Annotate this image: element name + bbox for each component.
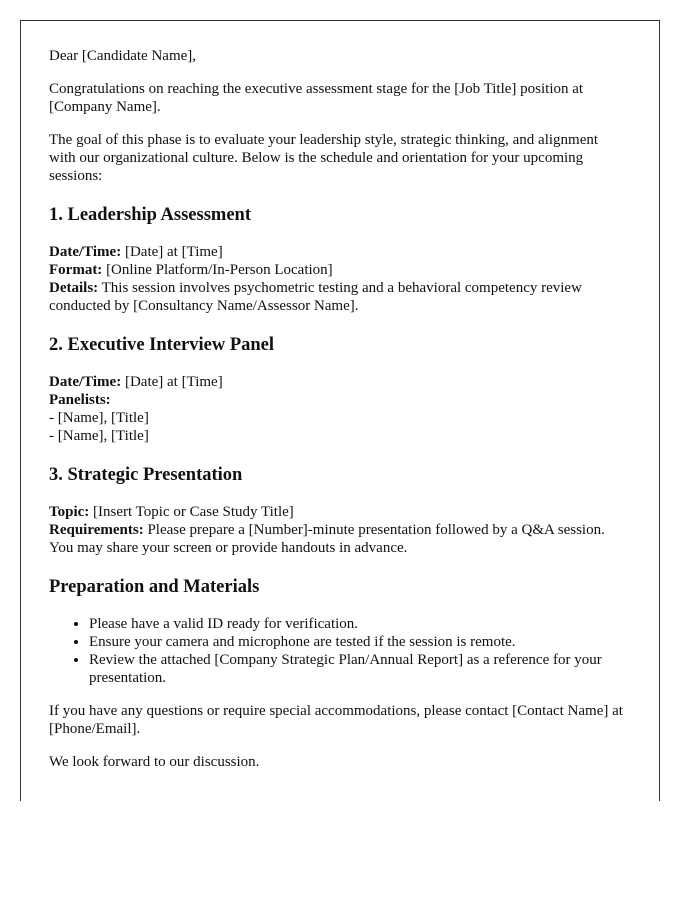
label: Date/Time: xyxy=(49,374,122,390)
greeting: Dear [Candidate Name], xyxy=(49,48,197,64)
list-item: • Ensure your camera and microphone are tested if the session is remote. xyxy=(89,633,625,651)
presentation-details xyxy=(49,503,625,557)
value: [Online Platform/In-Person Location] xyxy=(102,262,333,278)
panelist: - [Name], [Title] xyxy=(49,410,149,426)
label: Requirements: xyxy=(49,522,144,538)
label: Details: xyxy=(49,280,99,296)
closing: We look forward to our discussion. xyxy=(49,754,260,770)
value: Please prepare a [Number]-minute presentation followed by a Q&A session. You may share your screen or provide handouts in advance. xyxy=(49,522,605,556)
leadership-details xyxy=(49,243,625,315)
value: [Insert Topic or Case Study Title] xyxy=(89,504,294,520)
preparation-list xyxy=(49,615,625,687)
list-item: • Review the attached [Company Strategic Plan/Annual Report] as a reference for your presentation. xyxy=(89,651,625,687)
section-heading-preparation: Preparation and Materials xyxy=(49,577,260,597)
label: Date/Time: xyxy=(49,244,122,260)
interview-details xyxy=(49,373,625,445)
section-heading-presentation: 3. Strategic Presentation xyxy=(49,465,243,485)
label: Topic: xyxy=(49,504,90,520)
goal-paragraph: The goal of this phase is to evaluate your leadership style, strategic thinking, and alignment with our organizational culture. Below is the schedule and orientation for your upcoming sessions: xyxy=(49,132,599,184)
value: [Date] at [Time] xyxy=(121,374,223,390)
letter-page xyxy=(20,20,660,801)
list-item: • Please have a valid ID ready for verification. xyxy=(89,615,625,633)
section-heading-leadership: 1. Leadership Assessment xyxy=(49,205,251,225)
contact-paragraph: If you have any questions or require special accommodations, please contact [Contact Name] at [Phone/Email]. xyxy=(49,703,623,737)
intro-paragraph: Congratulations on reaching the executive assessment stage for the [Job Title] position at [Company Name]. xyxy=(49,81,584,115)
panelist: - [Name], [Title] xyxy=(49,428,149,444)
value: [Date] at [Time] xyxy=(121,244,223,260)
label: Format: xyxy=(49,262,103,278)
label: Panelists: xyxy=(49,392,111,408)
value: This session involves psychometric testing and a behavioral competency review conducted by [Consultancy Name/Assessor Name]. xyxy=(49,280,582,314)
section-heading-interview: 2. Executive Interview Panel xyxy=(49,335,275,355)
